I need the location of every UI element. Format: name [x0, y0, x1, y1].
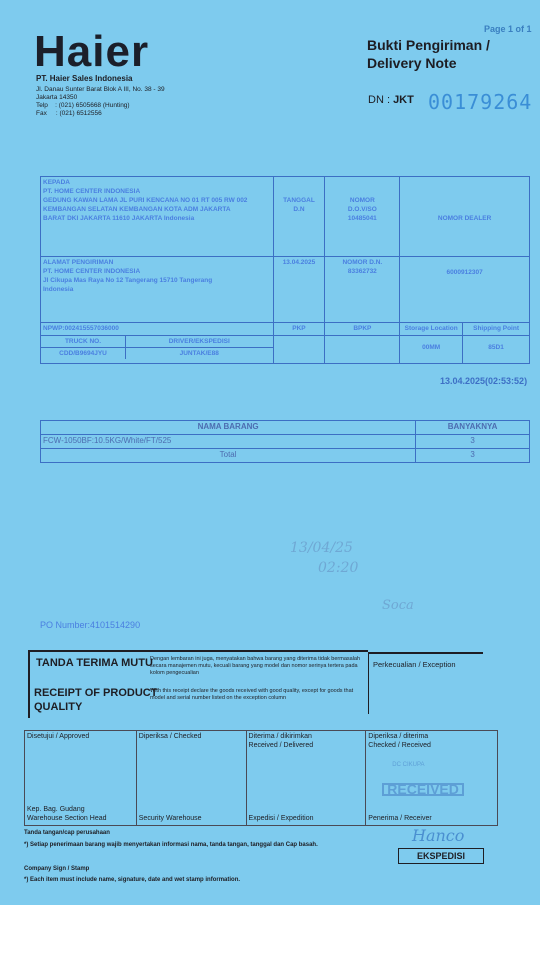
sig-approved: [25, 731, 137, 826]
sig-received: [246, 731, 366, 826]
tanggal-label: TANGGAL: [283, 197, 315, 204]
receipt-title-en-1: RECEIPT OF PRODUCT: [34, 687, 158, 699]
page-indicator: Page 1 of 1: [484, 24, 532, 34]
to-name: PT. HOME CENTER INDONESIA: [43, 188, 141, 195]
printed-timestamp: 13.04.2025(02:53:52): [440, 376, 528, 386]
security-label: Security Warehouse: [138, 815, 202, 822]
truck-label: TRUCK NO.: [41, 336, 126, 348]
item-name: FCW-1050BF:10.5KG/White/FT/525: [41, 435, 416, 449]
received-label: Diterima / dikirimkan: [248, 733, 312, 740]
pkp-cell: PKP: [273, 323, 325, 336]
title-line-2: Delivery Note: [367, 55, 457, 71]
nomor-dn-label: NOMOR D.N.: [342, 259, 383, 266]
expedition-label: Expedisi / Expedition: [248, 815, 314, 822]
sig-checked: [136, 731, 246, 826]
storage-label: Storage Location: [400, 323, 463, 336]
receipt-title-id: TANDA TERIMA MUTU: [36, 657, 153, 669]
sig-receiver: [366, 731, 498, 826]
checked-label: Diperiksa / Checked: [138, 733, 202, 740]
shipment-table: [40, 176, 530, 364]
handwritten-note: Soca: [382, 598, 414, 613]
dealer-value: 6000912307: [446, 269, 483, 276]
dn-label: [368, 94, 414, 106]
items-table: [40, 420, 530, 463]
po-number: PO Number:4101514290: [40, 620, 141, 630]
tanggal-sub: D.N: [293, 206, 305, 213]
nomor-dn-value: 83362732: [347, 268, 377, 275]
driver-value: JUNTAK/E88: [126, 348, 273, 360]
to-address-2: KEMBANGAN SELATAN KEMBANGAN KOTA ADM JAKARTA: [43, 206, 231, 213]
dn-number: 00179264: [428, 90, 533, 114]
shipping-label: Shipping Point: [463, 323, 530, 336]
kepada-label: KEPADA: [43, 179, 70, 186]
document-title: [367, 36, 490, 72]
ship-address-1: Jl Cikupa Mas Raya No 12 Tangerang 15710 Tangerang: [43, 277, 213, 284]
dn-prefix: DN :: [368, 94, 390, 106]
approved-label: Disetujui / Approved: [27, 733, 90, 740]
nomor-label: NOMOR: [349, 197, 375, 204]
pkp-value-cell: [273, 336, 325, 364]
stamp-text: DC CIKUPA: [392, 762, 425, 768]
bpkp-value-cell: [325, 336, 400, 364]
dealer-label: NOMOR DEALER: [437, 215, 492, 222]
handwritten-time: 02:20: [318, 560, 359, 576]
total-label: Total: [41, 449, 416, 463]
signature-table: [24, 730, 498, 826]
nomor-dn-cell: [325, 257, 400, 323]
bpkp-cell: BPKP: [325, 323, 400, 336]
title-line-1: Bukti Pengiriman /: [367, 37, 490, 53]
alamat-label: ALAMAT PENGIRIMAN: [43, 259, 114, 266]
date-cell: [273, 257, 325, 323]
alamat-cell: [41, 257, 274, 323]
truck-driver-table: [41, 336, 273, 359]
col-banyaknya: BANYAKNYA: [416, 421, 530, 435]
checked-received-label-en: Checked / Received: [368, 742, 431, 749]
receiver-signature: Hanco: [412, 826, 465, 845]
sign-stamp-en: Company Sign / Stamp: [24, 866, 90, 872]
received-stamp: RECEIVED: [382, 783, 464, 796]
receipt-text-en: With this receipt declare the goods received with good quality, except for goods that model and serial number listed on the exception column: [150, 688, 354, 701]
copy-label-ekspedisi: EKSPEDISI: [398, 848, 484, 864]
driver-label: DRIVER/EKSPEDISI: [126, 336, 273, 348]
warehouse-head-1: Kep. Bag. Gudang: [27, 806, 85, 813]
exception-box: [368, 652, 483, 714]
receipt-quality-box: [28, 650, 368, 718]
nomor-header: [325, 177, 400, 257]
dealer-header: [400, 177, 530, 257]
truck-value: CDD/B9694JYU: [41, 348, 126, 360]
receipt-text-id: Dengan lembaran ini juga, menyatakan bahwa barang yang diterima tidak bermasalah secara manajemen mutu, kecuali barang yang model dan nomor serinya tertera pada kolom pengecualian: [150, 656, 361, 676]
exception-label: Perkecualian / Exception: [373, 660, 456, 669]
item-qty: 3: [416, 435, 530, 449]
storage-value: [400, 336, 463, 364]
truck-driver-cell: [41, 336, 274, 364]
col-nama-barang: NAMA BARANG: [41, 421, 416, 435]
dn-branch: JKT: [393, 94, 414, 106]
checked-received-label: Diperiksa / diterima: [368, 733, 429, 740]
item-row: [41, 435, 530, 449]
ship-address-2: Indonesia: [43, 286, 74, 293]
npwp-cell: NPWP:002415557036000: [41, 323, 274, 336]
dealer-cell: [400, 257, 530, 323]
storage-value-text: 00MM: [422, 344, 441, 351]
nomor-sub: D.O.V/SO: [347, 206, 377, 213]
company-name: PT. Haier Sales Indonesia: [36, 74, 133, 83]
nomor-value: 10485041: [347, 215, 377, 222]
receipt-title-en-2: QUALITY: [34, 701, 83, 713]
note-en: *) Each item must include name, signature, date and wet stamp information.: [24, 877, 241, 883]
date-value: 13.04.2025: [282, 259, 316, 266]
shipping-value: [463, 336, 530, 364]
ship-name: PT. HOME CENTER INDONESIA: [43, 268, 141, 275]
to-address-3: BARAT DKI JAKARTA 11610 JAKARTA Indonesia: [43, 215, 195, 222]
haier-logo: Haier: [34, 27, 150, 76]
tanggal-header: [273, 177, 325, 257]
to-address-1: GEDUNG KAWAN LAMA JL PURI KENCANA NO 01 RT 005 RW 002: [43, 197, 248, 204]
warehouse-head-2: Warehouse Section Head: [27, 815, 107, 822]
kepada-cell: [41, 177, 274, 257]
total-qty: 3: [416, 449, 530, 463]
note-id: *) Setiap penerimaan barang wajib menyertakan informasi nama, tanda tangan, tanggal dan Cap basah.: [24, 842, 318, 848]
company-address: Jl. Danau Sunter Barat Blok A III, No. 38 - 39 Jakarta 14350 Telp : (021) 6505668 (Hunting) Fax : (021) 6512556: [36, 86, 165, 117]
received-label-en: Received / Delivered: [248, 742, 314, 749]
shipping-value-text: 85D1: [488, 344, 504, 351]
receiver-label: Penerima / Receiver: [368, 815, 432, 822]
sign-stamp-id: Tanda tangan/cap perusahaan: [24, 830, 110, 836]
handwritten-date: 13/04/25: [290, 540, 353, 556]
